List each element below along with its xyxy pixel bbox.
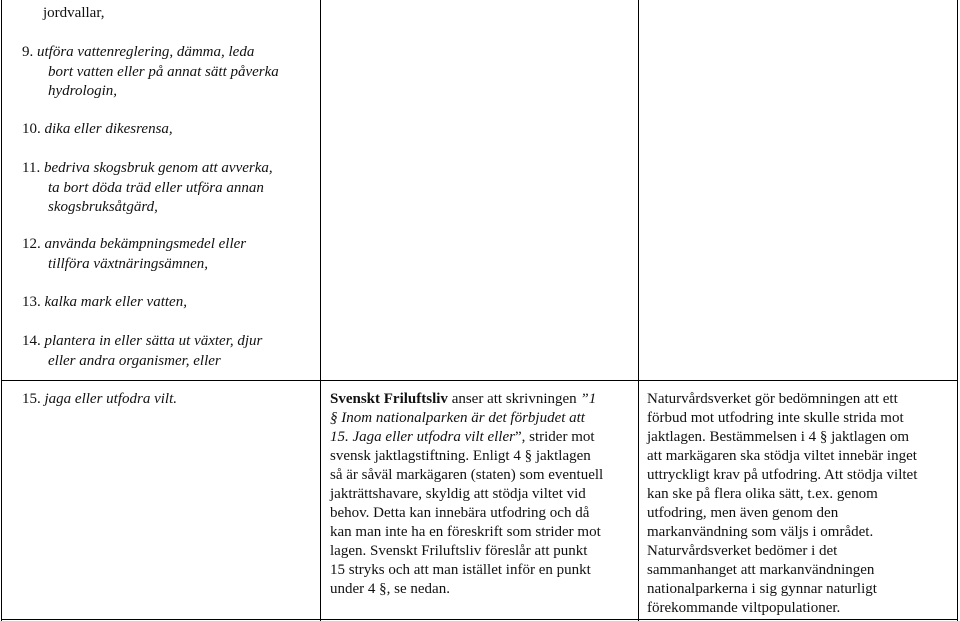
list-item-10 <box>22 120 173 140</box>
list-item-11 <box>22 159 273 218</box>
comment-line <box>330 409 635 428</box>
org-name: Svenskt Friluftsliv <box>330 391 448 407</box>
comment-quote: § Inom nationalparken är det förbjudet att <box>330 410 585 426</box>
list-item-9 <box>22 43 279 102</box>
comment-line: 15 stryks och att man istället inför en punkt <box>330 562 591 578</box>
col3-response <box>647 390 955 618</box>
response-line: sammanhanget att markanvändningen <box>647 562 875 578</box>
list-item-text: kalka mark eller vatten, <box>44 294 187 310</box>
comment-quote: 15. Jaga eller utfodra vilt eller <box>330 429 515 445</box>
list-item-text: använda bekämpningsmedel eller <box>44 236 247 252</box>
response-line: nationalparkerna i sig gynnar naturligt <box>647 581 877 597</box>
response-line: markanvändning som väljs i området. <box>647 524 874 540</box>
comment-line: behov. Detta kan innebära utfodring och då <box>330 505 590 521</box>
list-item-text: dika eller dikesrensa, <box>44 121 173 137</box>
list-item-text: jaga eller utfodra vilt. <box>44 391 177 407</box>
list-item-number: 10. <box>22 121 45 137</box>
list-item-number: 15. <box>22 391 45 407</box>
comment-text: anser att skrivningen <box>447 391 581 407</box>
response-line: att markägaren ska stödja viltet innebär inget <box>647 448 917 464</box>
table-border-right <box>957 0 958 621</box>
comment-line: så är såväl markägaren (staten) som eventuell <box>330 467 604 483</box>
response-line: Naturvårdsverket bedömer i det <box>647 543 838 559</box>
list-item-number: 11. <box>22 160 44 176</box>
table-divider-2 <box>638 0 639 621</box>
comment-line: lagen. Svenskt Friluftsliv föreslår att punkt <box>330 543 588 559</box>
table-border-bottom <box>1 619 958 620</box>
list-item-number: 14. <box>22 333 45 349</box>
list-item-12 <box>22 235 246 274</box>
comment-line <box>330 390 635 409</box>
list-item-text: eller andra organismer, eller <box>48 352 221 369</box>
comment-line <box>330 428 635 447</box>
response-line: uttryckligt krav på utfodring. Att stödja viltet <box>647 467 918 483</box>
comment-quote: ”1 <box>580 391 597 407</box>
response-line: Naturvårdsverket gör bedömningen att ett <box>647 391 898 407</box>
response-line: förbud mot utfodring inte skulle strida mot <box>647 410 904 426</box>
list-item-text: bort vatten eller på annat sätt påverka <box>48 63 279 80</box>
list-item-text: hydrologin, <box>48 83 118 99</box>
list-item-text: skogsbruksåtgärd, <box>48 199 158 215</box>
list-item-14 <box>22 332 262 371</box>
comment-line: jakträttshavare, skyldig att stödja viltet vid <box>330 486 586 502</box>
table-divider-1 <box>320 0 321 621</box>
response-line: kan ske på flera olika sätt, t.ex. genom <box>647 486 878 502</box>
list-item-number: 12. <box>22 236 45 252</box>
col1-top-text: jordvallar, <box>43 5 105 21</box>
list-item-number: 9. <box>22 44 37 60</box>
response-line: förekommande viltpopulationer. <box>647 600 841 616</box>
list-item-13 <box>22 293 187 313</box>
comment-line: kan man inte ha en föreskrift som strider mot <box>330 524 601 540</box>
list-item-text: bedriva skogsbruk genom att avverka, <box>43 160 273 176</box>
list-item-number: 13. <box>22 294 45 310</box>
comment-line: svensk jaktlagstiftning. Enligt 4 § jaktlagen <box>330 448 591 464</box>
list-item-15 <box>22 390 177 410</box>
comment-text: ”, strider mot <box>514 429 595 445</box>
comment-line: under 4 §, se nedan. <box>330 581 450 597</box>
response-line: utfodring, men även genom den <box>647 505 839 521</box>
response-line: jaktlagen. Bestämmelsen i 4 § jaktlagen om <box>647 429 910 445</box>
list-item-text: plantera in eller sätta ut växter, djur <box>44 333 263 349</box>
list-item-text: ta bort döda träd eller utföra annan <box>48 179 264 196</box>
table-border-left <box>1 0 2 621</box>
col2-comment <box>330 390 635 599</box>
list-item-text: tillföra växtnäringsämnen, <box>48 255 208 272</box>
row-divider <box>1 380 958 381</box>
list-item-text: utföra vattenreglering, dämma, leda <box>37 44 255 60</box>
